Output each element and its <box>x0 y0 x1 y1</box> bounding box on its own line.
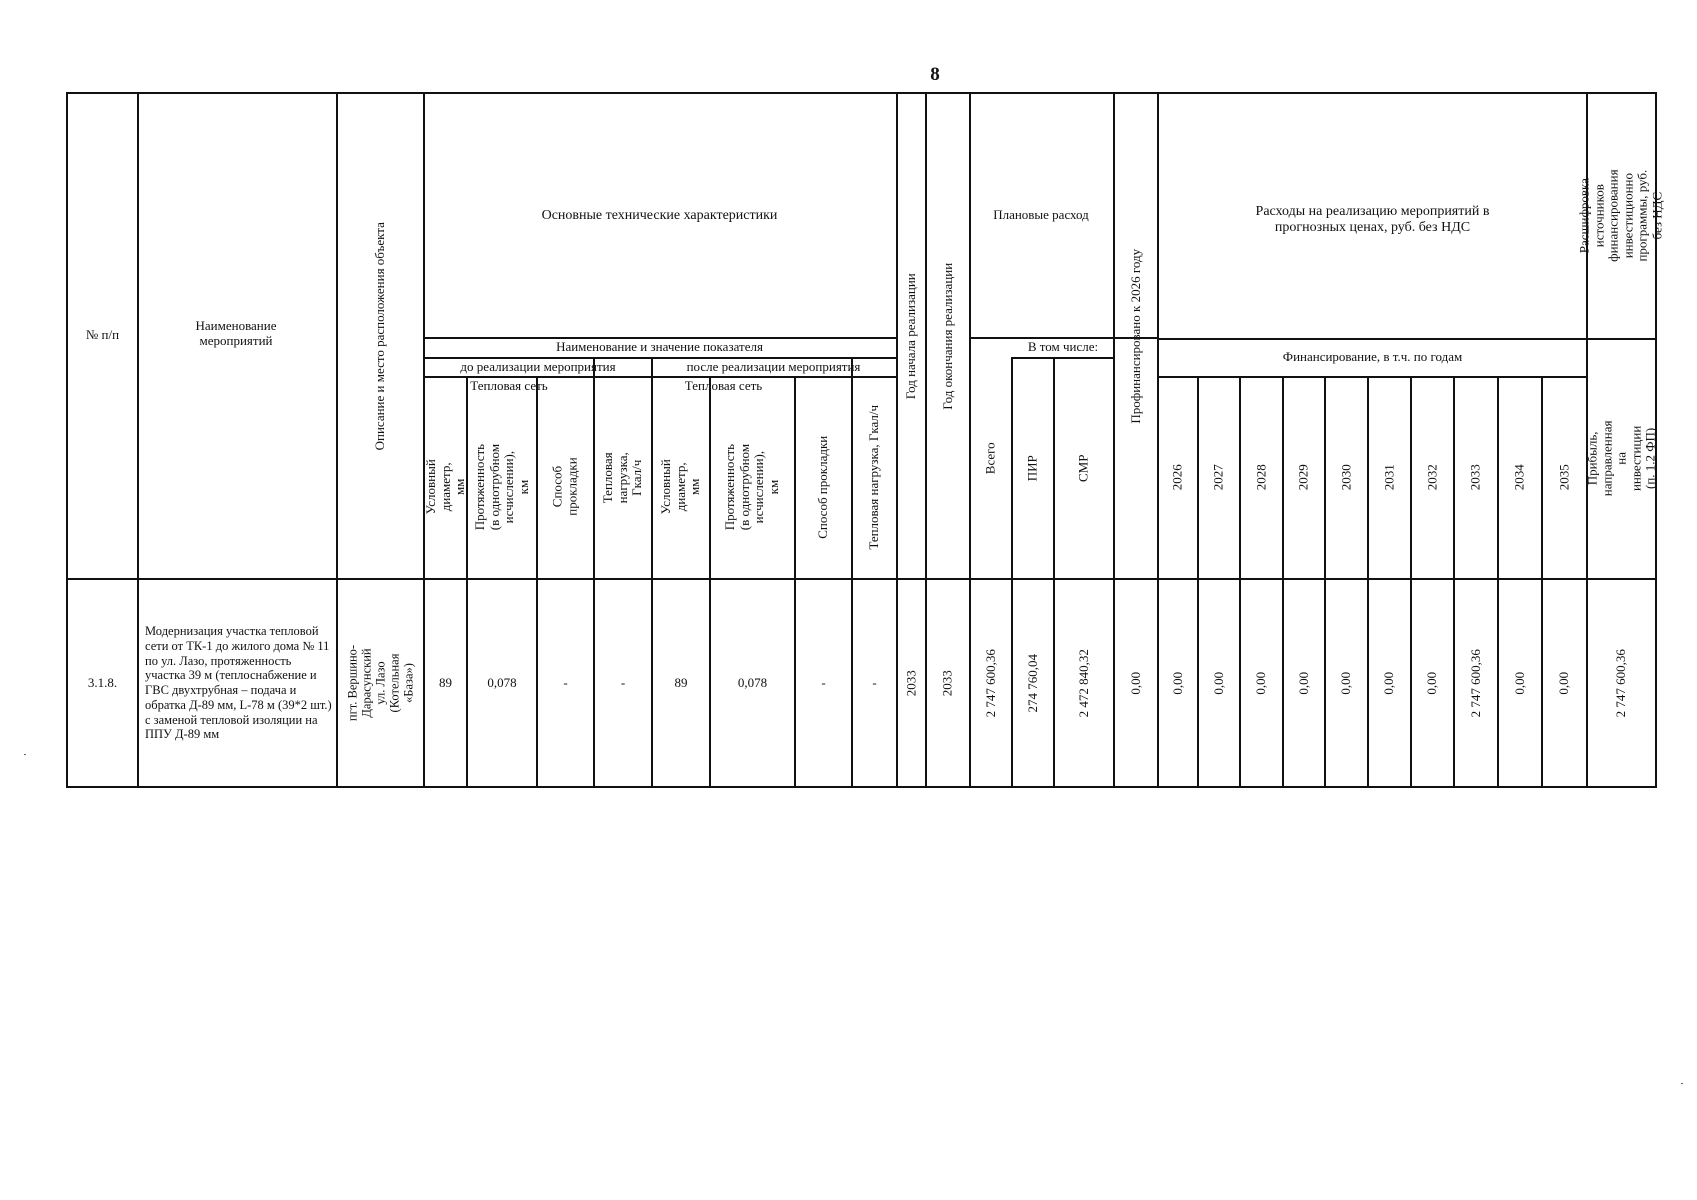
row-year-2032: 0,00 <box>1424 671 1440 695</box>
row-year-start-cell <box>898 580 925 786</box>
header-diameter-after-cell <box>653 396 709 578</box>
header-year-start: Год начала реализации <box>903 272 919 400</box>
row-year-cell <box>1241 580 1282 786</box>
header-year-2032: 2032 <box>1424 464 1440 491</box>
header-location-cell <box>338 94 423 578</box>
row-year-2026: 0,00 <box>1169 671 1185 695</box>
row-prefinanced: 0,00 <box>1127 671 1143 695</box>
row-before-length: 0,078 <box>487 674 517 690</box>
header-diameter-after: Условный диаметр, мм <box>658 459 703 515</box>
row-year-2034: 0,00 <box>1511 671 1527 695</box>
header-year-2033: 2033 <box>1467 464 1483 491</box>
header-prefinanced: Профинансировано к 2026 году <box>1127 248 1143 424</box>
row-year-cell <box>1499 580 1541 786</box>
header-year-2031: 2031 <box>1381 464 1397 491</box>
header-location: Описание и место расположения объекта <box>372 221 388 451</box>
header-year-start-cell <box>898 94 925 578</box>
header-year-2030: 2030 <box>1338 464 1354 491</box>
header-year-cell <box>1284 377 1324 578</box>
row-year-cell <box>1543 580 1586 786</box>
row-after-method: - <box>821 674 826 690</box>
row-year-cell <box>1284 580 1324 786</box>
header-method-before: Способ прокладки <box>549 457 580 517</box>
header-year-2028: 2028 <box>1253 464 1269 491</box>
header-heat-net-after: Тепловая сеть <box>684 377 763 393</box>
header-sources: Расшифровка источников финансирования инвестиционно программы, руб. без НДС <box>1576 169 1665 262</box>
col-line <box>137 92 139 788</box>
header-pir: ПИР <box>1024 454 1040 481</box>
header-length-before-cell <box>468 396 536 578</box>
header-year-cell <box>1499 377 1541 578</box>
header-load-after: Тепловая нагрузка, Гкал/ч <box>866 405 882 550</box>
row-name: Модернизация участка тепловой сети от ТК-1 до жилого дома № 11 по ул. Лазо, протяженность участка 39 м (теплоснабжение и ГВС двухтрубная – подача и обратка Д-89 мм, L-78 м (39*2 шт.) с заменой тепловой изоляции на ППУ Д-89 мм <box>145 624 332 742</box>
header-load-before-cell <box>595 377 651 578</box>
header-indicator: Наименование и значение показателя <box>556 339 763 355</box>
header-planned: Плановые расход <box>993 207 1089 223</box>
row-year-2028: 0,00 <box>1253 671 1269 695</box>
row-num: 3.1.8. <box>87 674 118 690</box>
header-expenses: Расходы на реализацию мероприятий в прогнозных ценах, руб. без НДС <box>1255 204 1490 235</box>
header-length-after: Протяженность (в однотрубном исчислении), км <box>722 443 782 531</box>
header-year-cell <box>1241 377 1282 578</box>
header-year-2029: 2029 <box>1295 464 1311 491</box>
row-year-2031: 0,00 <box>1381 671 1397 695</box>
row-after-load: - <box>872 674 877 690</box>
row-prefinanced-cell <box>1115 580 1157 786</box>
header-tech: Основные технические характеристики <box>541 207 778 223</box>
header-year-cell <box>1159 377 1197 578</box>
row-after-length: 0,078 <box>737 674 768 690</box>
header-length-after-cell <box>711 396 794 578</box>
scan-speck <box>24 754 26 755</box>
header-prefinanced-cell <box>1115 94 1157 578</box>
row-year-2027: 0,00 <box>1210 671 1226 695</box>
header-after: после реализации мероприятия <box>686 358 861 374</box>
header-load-before: Тепловая нагрузка, Гкал/ч <box>600 451 645 504</box>
header-diameter-before: Условный диаметр, мм <box>422 459 467 515</box>
row-year-end: 2033 <box>939 669 955 696</box>
row-pir-cell <box>1013 580 1053 786</box>
header-year-2034: 2034 <box>1511 464 1527 491</box>
header-year-2035: 2035 <box>1556 464 1572 491</box>
header-total-cell <box>971 339 1011 578</box>
header-year-2027: 2027 <box>1210 464 1226 491</box>
row-smr-cell <box>1055 580 1113 786</box>
row-year-end-cell <box>927 580 969 786</box>
row-year-cell <box>1159 580 1197 786</box>
header-year-2026: 2026 <box>1169 464 1185 491</box>
header-financing: Финансирование, в т.ч. по годам <box>1282 349 1463 365</box>
header-year-cell <box>1543 377 1586 578</box>
header-year-cell <box>1326 377 1367 578</box>
header-sources-cell <box>1576 94 1665 337</box>
row-year-2033: 2 747 600,36 <box>1467 648 1483 718</box>
header-profit: Прибыль, направленная на инвестиции (п. 1.2 ФП) <box>1584 420 1658 497</box>
header-year-cell <box>1369 377 1410 578</box>
header-name: Наименование мероприятий <box>195 318 277 348</box>
row-year-2029: 0,00 <box>1295 671 1311 695</box>
header-total: Всего <box>982 442 998 475</box>
row-before-diameter: 89 <box>439 674 452 690</box>
header-diameter-before-cell <box>422 396 467 578</box>
header-incl: В том числе: <box>1027 339 1099 355</box>
header-method-after-cell <box>796 396 851 578</box>
row-total: 2 747 600,36 <box>982 648 998 718</box>
row-pir: 274 760,04 <box>1024 653 1040 713</box>
row-year-cell <box>1199 580 1239 786</box>
row-after-diameter: 89 <box>674 674 688 690</box>
scan-speck <box>1681 1083 1683 1084</box>
header-year-cell <box>1412 377 1453 578</box>
header-before: до реализации мероприятия <box>460 358 616 374</box>
header-heat-net-before: Тепловая сеть <box>470 377 548 393</box>
row-smr: 2 472 840,32 <box>1075 648 1091 718</box>
row-total-cell <box>971 580 1011 786</box>
row-year-cell <box>1455 580 1497 786</box>
header-pir-cell <box>1013 358 1053 578</box>
row-year-2035: 0,00 <box>1556 671 1572 695</box>
header-year-end: Год окончания реализации <box>939 262 955 410</box>
row-location: пгт. Вершино-Дарасунский ул. Лазо (Котельная «База») <box>345 644 416 722</box>
row-before-method: - <box>563 674 568 690</box>
table-border-bottom <box>66 786 1657 788</box>
row-year-cell <box>1369 580 1410 786</box>
header-smr: СМР <box>1075 454 1091 482</box>
header-smr-cell <box>1055 358 1113 578</box>
header-length-before: Протяженность (в однотрубном исчислении), км <box>471 443 531 531</box>
header-year-cell <box>1199 377 1239 578</box>
row-location-cell <box>338 580 423 786</box>
page-number: 8 <box>930 64 940 85</box>
row-profit-cell <box>1588 580 1655 786</box>
header-year-end-cell <box>927 94 969 578</box>
row-before-load: - <box>620 674 626 690</box>
row-year-cell <box>1326 580 1367 786</box>
header-load-after-cell <box>853 377 896 578</box>
row-year-2030: 0,00 <box>1338 671 1354 695</box>
header-num: № п/п <box>85 326 120 342</box>
row-year-start: 2033 <box>903 669 919 696</box>
header-method-after: Способ прокладки <box>815 435 831 539</box>
header-profit-cell <box>1584 339 1658 578</box>
header-method-before-cell <box>538 396 593 578</box>
row-year-cell <box>1412 580 1453 786</box>
header-year-cell <box>1455 377 1497 578</box>
row-profit: 2 747 600,36 <box>1613 648 1629 718</box>
